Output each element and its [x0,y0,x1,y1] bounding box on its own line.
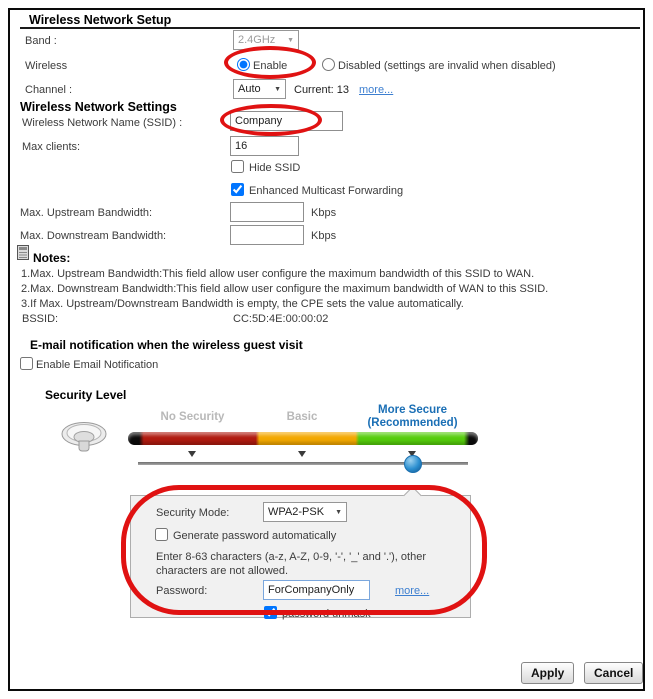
chevron-down-icon: ▼ [274,85,281,93]
chevron-down-icon: ▼ [287,36,294,44]
channel-label: Channel : [25,84,73,96]
level-more-secure-label [355,404,470,430]
note-line-3: 3.If Max. Upstream/Downstream Bandwidth is empty, the CPE sets the value automatically. [21,298,464,310]
wireless-disabled-radio[interactable] [322,58,335,71]
enhanced-multicast-checkbox[interactable] [231,183,244,196]
channel-current-text: Current: 13 [294,84,350,96]
channel-select-value: Auto [238,83,261,95]
enable-email-checkbox[interactable] [20,357,33,370]
max-clients-label: Max clients: [22,141,81,153]
bssid-label: BSSID: [22,313,59,325]
security-level-heading: Security Level [45,388,127,402]
wireless-antenna-icon [60,421,108,458]
password-label: Password: [156,585,208,597]
generate-password-label: Generate password automatically [173,530,337,542]
password-input[interactable] [263,580,370,600]
security-mode-value: WPA2-PSK [268,506,325,518]
security-slider-knob[interactable] [404,455,422,473]
downstream-label: Max. Downstream Bandwidth: [20,230,167,242]
notes-icon [17,245,29,263]
password-unmask-label: password unmask [282,608,371,620]
band-select[interactable] [233,30,299,50]
security-level-bar [128,432,478,445]
marker-basic [298,451,306,457]
ssid-label: Wireless Network Name (SSID) : [22,117,183,129]
apply-button[interactable]: Apply [521,662,574,684]
bssid-value: CC:5D:4E:00:00:02 [233,313,329,325]
password-unmask-checkbox[interactable] [264,606,277,619]
note-line-2: 2.Max. Downstream Bandwidth:This field allow user configure the maximum bandwidth of WAN to this SSID. [21,283,549,295]
password-hint-text: Enter 8-63 characters (a-z, A-Z, 0-9, '-', '_' and '.'), other characters are not allowed. [156,551,426,577]
wireless-enable-label: Enable [253,60,288,72]
wireless-enable-radio[interactable] [237,58,250,71]
generate-password-checkbox[interactable] [155,528,168,541]
settings-heading: Wireless Network Settings [20,100,177,114]
heading-divider [20,27,640,29]
security-mode-label: Security Mode: [156,507,230,519]
level-no-security-label: No Security [160,411,225,423]
notes-heading: Notes: [33,251,71,265]
cancel-button[interactable]: Cancel [584,662,643,684]
upstream-label: Max. Upstream Bandwidth: [20,207,153,219]
level-basic-label: Basic [286,411,318,423]
upstream-input[interactable] [230,202,304,222]
more-secure-line1: More Secure [377,404,448,416]
enable-email-label: Enable Email Notification [36,359,159,371]
security-mode-select[interactable] [263,502,347,522]
band-select-value: 2.4GHz [238,34,276,46]
setup-heading: Wireless Network Setup [29,13,172,27]
more-secure-line2: (Recommended) [367,417,458,429]
wireless-disabled-label: Disabled (settings are invalid when disabled) [338,60,556,72]
downstream-input[interactable] [230,225,304,245]
enhanced-multicast-label: Enhanced Multicast Forwarding [249,185,404,197]
channel-more-link[interactable]: more... [359,84,394,96]
note-line-1: 1.Max. Upstream Bandwidth:This field allow user configure the maximum bandwidth of this SSID to WAN. [21,268,535,280]
wireless-label: Wireless [25,60,68,72]
hide-ssid-label: Hide SSID [249,162,301,174]
password-more-link[interactable]: more... [395,585,430,597]
upstream-unit: Kbps [311,207,337,219]
email-heading: E-mail notification when the wireless guest visit [30,338,303,352]
max-clients-input[interactable] [230,136,299,156]
downstream-unit: Kbps [311,230,337,242]
band-label: Band : [25,35,57,47]
security-settings-panel [130,495,471,618]
chevron-down-icon: ▼ [335,508,342,516]
ssid-input[interactable] [230,111,343,131]
channel-select[interactable] [233,79,286,99]
marker-no-security [188,451,196,457]
hide-ssid-checkbox[interactable] [231,160,244,173]
